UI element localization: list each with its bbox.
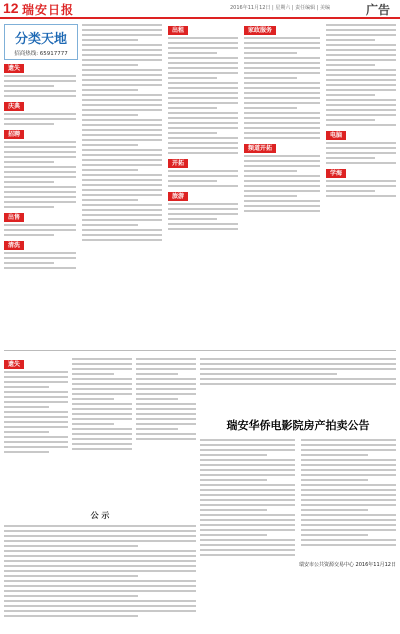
classifieds-title: 分类天地	[14, 32, 67, 47]
page-number: 12	[3, 0, 19, 16]
public-notice-title: 公 示	[90, 511, 110, 520]
classifieds-banner	[4, 24, 78, 60]
masthead-bar	[0, 0, 400, 19]
issue-date: 2016年11月12日 | 星期六 | 责任编辑 | 美编	[230, 5, 331, 11]
category-header: 遗失	[4, 64, 24, 73]
category-header: 清洗	[4, 241, 24, 250]
column-5	[326, 24, 396, 344]
auction-notice	[200, 417, 396, 568]
column-2	[82, 24, 162, 344]
category-header: 遗失	[4, 360, 24, 369]
classifieds-phone: 招商热线: 65917777	[14, 51, 68, 57]
category-header: 学海	[326, 169, 346, 178]
category-header: 庆典	[4, 102, 24, 111]
category-header: 开拓	[168, 159, 188, 168]
auction-notice-sign: 瑞安市公共资源交易中心 2016年11月12日	[298, 562, 396, 568]
column-3	[168, 24, 238, 344]
category-header: 出租	[168, 26, 188, 35]
auction-notice-title: 瑞安华侨电影院房产拍卖公告	[226, 419, 370, 432]
category-header: 家政服务	[244, 26, 276, 35]
column-1	[4, 62, 76, 342]
category-header: 频道开拓	[244, 144, 276, 153]
lower-col-4	[200, 358, 396, 412]
category-header: 电脑	[326, 131, 346, 140]
category-header: 招聘	[4, 130, 24, 139]
lower-col-3	[136, 358, 196, 506]
section-title: 广告	[365, 3, 390, 17]
lower-col-2	[72, 358, 132, 506]
newspaper-logo: 瑞安日报	[22, 3, 75, 17]
category-header: 旅游	[168, 192, 188, 201]
column-4	[244, 24, 320, 344]
category-header: 出售	[4, 213, 24, 222]
public-notice	[4, 510, 196, 620]
section-divider	[4, 350, 396, 351]
lower-col-1	[4, 358, 68, 506]
